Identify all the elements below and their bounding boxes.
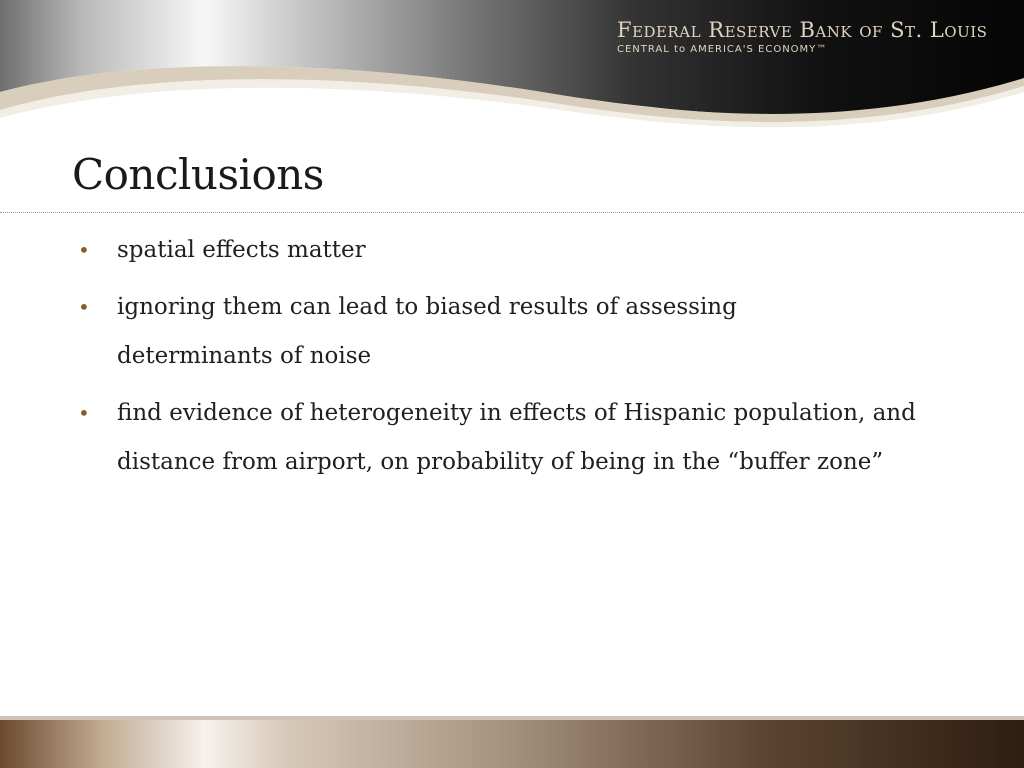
slide-title: Conclusions <box>72 150 324 199</box>
title-divider <box>0 212 1024 213</box>
bullet-text: ignoring them can lead to biased results of assessing determinants of noise <box>117 294 737 369</box>
list-item <box>78 226 918 275</box>
brand-name: Federal Reserve Bank of St. Louis <box>617 18 988 42</box>
bullet-text: spatial effects matter <box>117 237 366 263</box>
bullet-icon: • <box>78 238 90 262</box>
brand-logo <box>617 18 1017 55</box>
bullet-text: find evidence of heterogeneity in effects of Hispanic population, and distance from airport, on probability of being in the “buffer zone” <box>117 400 916 475</box>
footer-band <box>0 716 1024 768</box>
bullet-icon: • <box>78 401 90 425</box>
brand-tagline: CENTRAL to AMERICA'S ECONOMY™ <box>617 44 828 55</box>
list-item <box>78 283 787 381</box>
bullet-icon: • <box>78 295 90 319</box>
bullet-list <box>78 226 918 495</box>
list-item <box>78 389 917 487</box>
